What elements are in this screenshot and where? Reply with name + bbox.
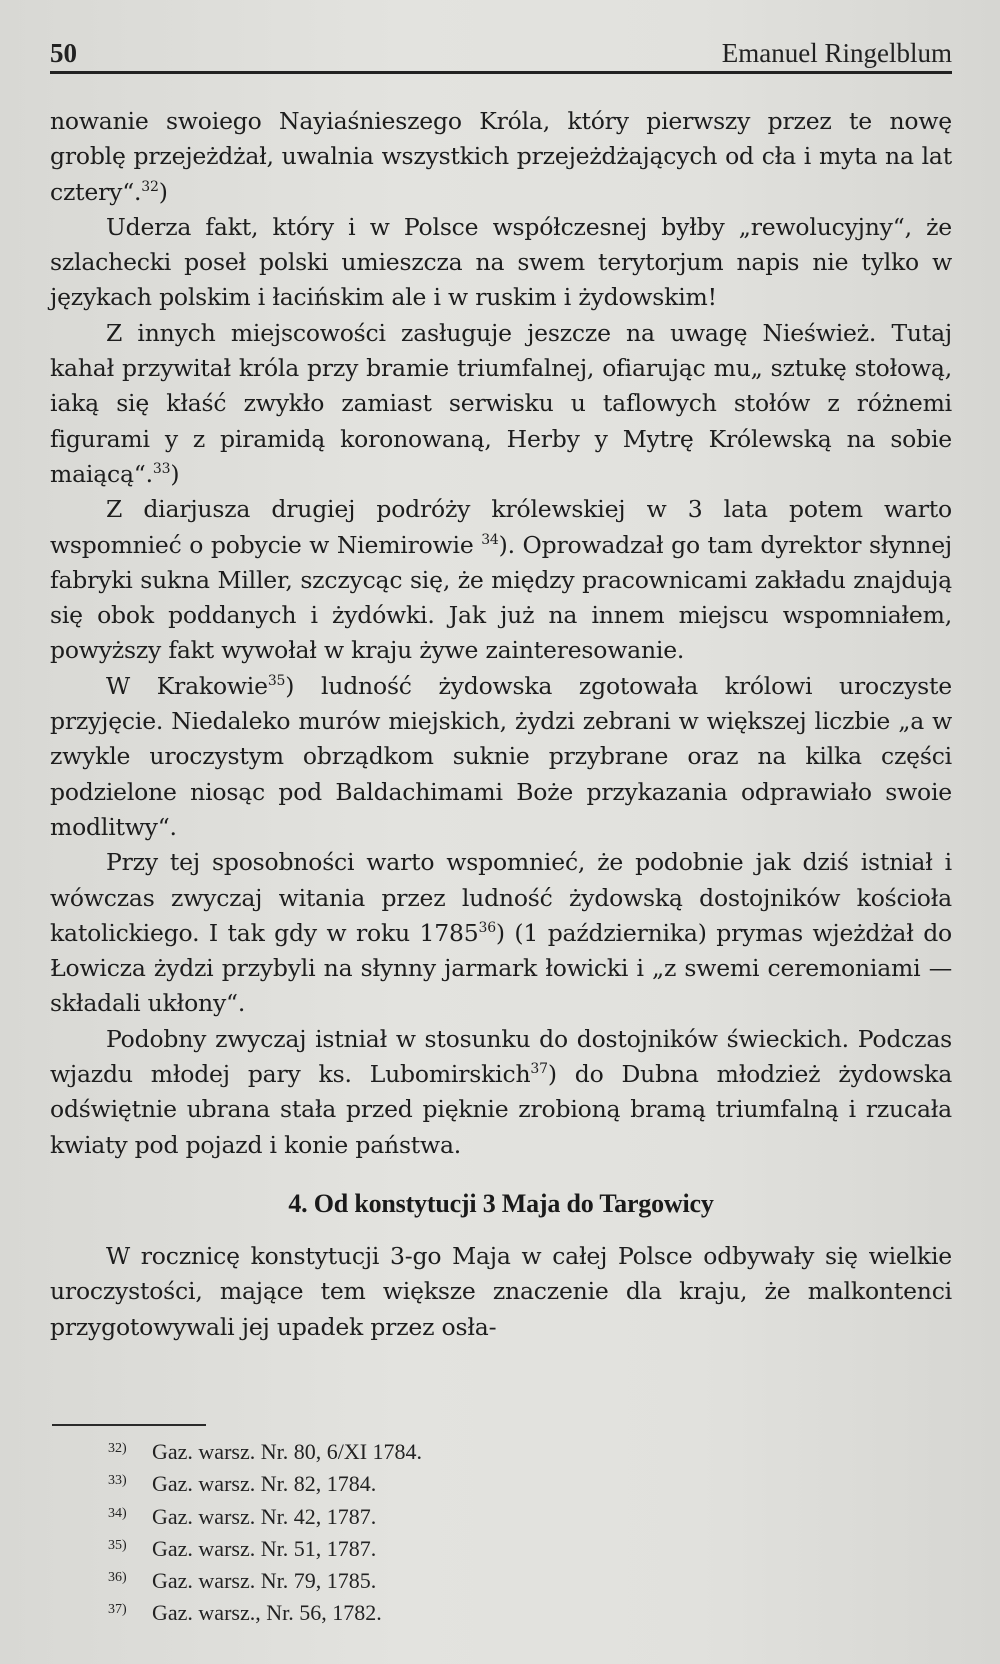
body-text bbox=[50, 104, 952, 1345]
footnote bbox=[108, 1466, 708, 1498]
page-number: 50 bbox=[50, 38, 77, 68]
footnote-text: Gaz. warsz. Nr. 80, 6/XI 1784. bbox=[152, 1439, 423, 1464]
footnote-number: 35) bbox=[108, 1537, 127, 1553]
footnote-ref-32: 32 bbox=[141, 178, 159, 195]
footnote bbox=[108, 1434, 708, 1466]
footnote bbox=[108, 1499, 708, 1531]
footnotes bbox=[108, 1434, 708, 1628]
footnote-ref-36: 36 bbox=[478, 920, 496, 936]
paragraph: Z diarjusza drugiej podróży królewskiej w 3 lata potem warto wspomnieć o pobycie w Niemirowie $^{34}$). Oprowadzał go tam dyrektor słynnej fabryki sukna Miller, szczycąc się, że między pracownicami zakładu znajdują się obok poddanych i żydówki. Jak już na innem miejscu wspomniałem, powyższy fakt wywołał w kraju żywe zainteresowanie. bbox=[50, 495, 952, 665]
paragraph: Przy tej sposobności warto wspomnieć, że podobnie jak dziś istniał i wówczas zwyczaj witania przez ludność żydowską dostojników kościoła katolickiego. I tak gdy w roku 1785$^{36}$) (1 października) prymas wjeżdżał do Łowicza żydzi przybyli na słynny jarmark łowicki i „z swemi ceremoniami — składali ukłony“. bbox=[50, 848, 952, 1018]
footnote bbox=[108, 1563, 708, 1595]
paragraph: Uderza fakt, który i w Polsce współczesnej byłby „rewolucyjny“, że szlachecki poseł polski umieszcza na swem terytorjum napis nie tylko w językach polskim i łacińskim ale i w ruskim i żydowskim! bbox=[50, 212, 952, 312]
paragraph: Z innych miejscowości zasługuje jeszcze na uwagę Nieśwież. Tutaj kahał przywitał króla przy bramie triumfalnej, ofiarując mu„ sztukę stołową, iaką się kłaść zwykło zamiast serwisku u taflowych stołów z różnemi figurami y z piramidą koronowaną, Herby y Mytrę Królewską na sobie maiącą“.$^{33}$) bbox=[50, 318, 952, 488]
page-header bbox=[50, 38, 952, 72]
footnote-ref-35: 35 bbox=[267, 672, 286, 689]
footnote-number: 36) bbox=[108, 1570, 127, 1586]
footnote bbox=[108, 1595, 708, 1627]
footnote-ref-37: 37 bbox=[530, 1061, 548, 1078]
footnote-text: Gaz. warsz. Nr. 51, 1787. bbox=[152, 1535, 377, 1561]
footnote-ref-34: 34 bbox=[481, 531, 499, 548]
footnote-number: 33) bbox=[108, 1473, 127, 1489]
footnote-text: Gaz. warsz. Nr. 82, 1784. bbox=[152, 1471, 377, 1497]
paragraph-continuation: nowanie swoiego Nayiaśnieszego Króla, który pierwszy przez te nowę groblę przejeżdżał, uwalnia wszystkich przejeżdżających od cła i myta na lat cztery“.$^{32}$) bbox=[50, 107, 952, 206]
footnote-number: 32) bbox=[108, 1441, 127, 1456]
footnote-text: Gaz. warsz. Nr. 79, 1785. bbox=[152, 1568, 377, 1594]
running-head-author: Emanuel Ringelblum bbox=[721, 38, 952, 68]
section-heading: 4. Od konstytucji 3 Maja do Targowicy bbox=[288, 1188, 714, 1218]
footnote-text: Gaz. warsz., Nr. 56, 1782. bbox=[152, 1600, 382, 1626]
paragraph: W Krakowie$^{35}$) ludność żydowska zgotowała królowi uroczyste przyjęcie. Niedaleko murów miejskich, żydzi zebrani w większej liczbie „a w zwykle uroczystym obrządkom suknie przybrane oraz na kilka części podzielone niosąc pod Baldachimami Boże przykazania odprawiało swoie modlitwy“. bbox=[50, 671, 952, 841]
paragraph: W rocznicę konstytucji 3-go Maja w całej Polsce odbywały się wielkie uroczystości, mające tem większe znaczenie dla kraju, że malkontenci przygotowywali jej upadek przez osła- bbox=[50, 1241, 952, 1341]
footnote-ref-33: 33 bbox=[152, 461, 171, 478]
footnote-number: 37) bbox=[108, 1602, 127, 1618]
header-rule bbox=[50, 71, 952, 74]
footnote-text: Gaz. warsz. Nr. 42, 1787. bbox=[152, 1503, 377, 1529]
footnote bbox=[108, 1531, 708, 1563]
footnote-rule bbox=[52, 1424, 206, 1426]
footnote-number: 34) bbox=[108, 1505, 127, 1521]
paragraph: Podobny zwyczaj istniał w stosunku do dostojników świeckich. Podczas wjazdu młodej pary ks. Lubomirskich$^{37}$) do Dubna młodzież żydowska odświętnie ubrana stała przed pięknie zrobioną bramą triumfalną i rzucała kwiaty pod pojazd i konie państwa. bbox=[50, 1024, 952, 1159]
